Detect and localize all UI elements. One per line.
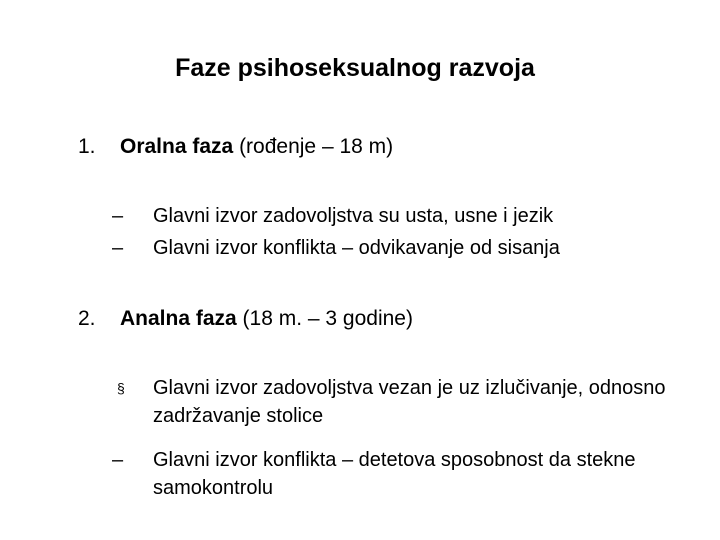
phase-number: 2. [78,307,96,330]
slide-title: Faze psihoseksualnog razvoja [175,54,535,82]
list-item [112,202,693,230]
dash-bullet: – [112,237,124,259]
point-text: Glavni izvor konflikta – detetova sposobnost da stekne samokontrolu [153,449,636,499]
list-item [112,374,693,430]
point-text: Glavni izvor zadovoljstva vezan je uz izlučivanje, odnosno zadržavanje stolice [153,377,666,427]
list-item [112,234,693,262]
phase-number: 1. [78,135,96,158]
section-bullet: § [117,380,125,396]
list-item [112,446,693,502]
phase-heading-anal [78,305,413,333]
phase-name: Oralna faza [120,135,234,158]
phase-period: (18 m. – 3 godine) [242,307,413,330]
point-text: Glavni izvor zadovoljstva su usta, usne i jezik [153,205,554,227]
point-text: Glavni izvor konflikta – odvikavanje od sisanja [153,237,560,259]
dash-bullet: – [112,205,124,227]
phase-period: (rođenje – 18 m) [239,135,394,158]
phase-name: Analna faza [120,307,237,330]
phase-heading-oral [78,133,393,161]
dash-bullet: – [112,449,124,471]
